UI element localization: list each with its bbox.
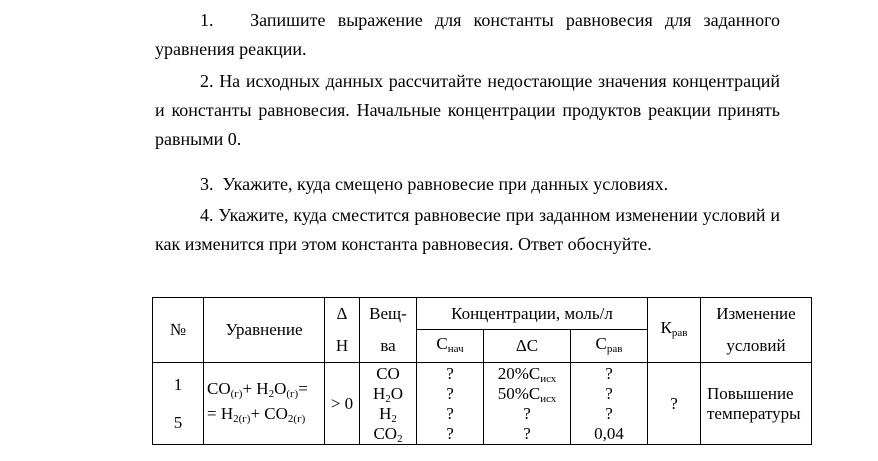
instruction-text: На исходных данных рассчитайте недостающие значения концентраций и константы равновесия. Начальные концентрации продуктов реакции принять равными 0. xyxy=(155,71,780,149)
row-c-eq xyxy=(571,363,648,445)
c-eq-value: ? xyxy=(605,403,613,423)
instruction-4 xyxy=(155,201,780,259)
substance-h2: $H_2$ xyxy=(379,403,397,425)
header-c-eq-sub: рав xyxy=(606,342,623,355)
header-c-eq-main: С xyxy=(595,333,607,353)
header-num: № xyxy=(153,298,204,363)
header-concentrations: Концентрации, моль/л xyxy=(417,298,648,330)
substance-h2o: $H_2O$ xyxy=(372,383,404,405)
header-c-init-main: С xyxy=(436,333,448,353)
equation-line-2: = $H_{2(г)}+ CO_{2(г)}$ xyxy=(207,403,306,425)
header-k xyxy=(648,298,701,363)
c-init-value: ? xyxy=(446,383,454,403)
row-num-top: 1 xyxy=(173,374,183,394)
c-init-value: ? xyxy=(446,423,454,443)
equation-line-1: $CO_{(г)}+ H_2O_{(г)}=$ xyxy=(207,378,308,400)
instruction-text: Укажите, куда сместится равновесие при заданном изменении условий и как изменится при этом константа равновесия. Ответ обоснуйте. xyxy=(155,205,780,254)
header-c-init xyxy=(417,330,484,363)
c-eq-value: 0,04 xyxy=(594,423,624,443)
header-equation: Уравнение xyxy=(204,298,325,363)
row-change: Повышение температуры xyxy=(701,363,812,445)
c-init-value: ? xyxy=(446,363,454,383)
dc-value: $20\%С_{исх}$ xyxy=(497,363,557,385)
header-dh-top: Δ xyxy=(336,304,348,323)
c-eq-value: ? xyxy=(605,383,613,403)
dc-value: ? xyxy=(523,423,531,443)
header-change xyxy=(701,298,812,363)
instruction-number: 4. xyxy=(200,205,214,225)
dc-value: ? xyxy=(523,403,531,423)
row-dc xyxy=(484,363,571,445)
dc-value: $50\%С_{исх}$ xyxy=(497,383,557,405)
instruction-text: Укажите, куда смещено равновесие при данных условиях. xyxy=(222,174,669,194)
instruction-text: Запишите выражение для константы равновесия для заданного уравнения реакции. xyxy=(155,10,780,59)
row-num xyxy=(153,363,204,445)
instruction-number: 3. xyxy=(200,174,214,194)
row-c-init xyxy=(417,363,484,445)
header-substance-top: Вещ- xyxy=(369,304,407,323)
row-k: ? xyxy=(648,363,701,445)
instruction-number: 1. xyxy=(200,10,214,30)
reaction-table xyxy=(152,297,812,445)
header-change-top: Изменение xyxy=(716,304,796,323)
substance-co: CO xyxy=(376,363,400,383)
instruction-2 xyxy=(155,67,780,154)
instruction-3 xyxy=(155,170,780,199)
row-dh: > 0 xyxy=(325,363,360,445)
c-eq-value: ? xyxy=(605,363,613,383)
header-dh-bottom: Н xyxy=(335,336,349,355)
substance-co2: $CO_2$ xyxy=(373,423,403,445)
header-k-sub: рав xyxy=(671,326,688,339)
header-change-bottom: условий xyxy=(726,336,786,355)
header-dh xyxy=(325,298,360,363)
row-equation xyxy=(204,363,325,445)
header-substance-bottom: ва xyxy=(380,336,396,355)
instruction-1 xyxy=(155,6,780,64)
row-num-bottom: 5 xyxy=(173,412,183,432)
instruction-number: 2. xyxy=(200,71,214,91)
header-substance xyxy=(360,298,417,363)
header-k-main: К xyxy=(660,317,672,337)
header-c-init-sub: нач xyxy=(447,342,464,355)
c-init-value: ? xyxy=(446,403,454,423)
header-dc: ΔС xyxy=(484,330,571,363)
row-substances xyxy=(360,363,417,445)
header-c-eq xyxy=(571,330,648,363)
